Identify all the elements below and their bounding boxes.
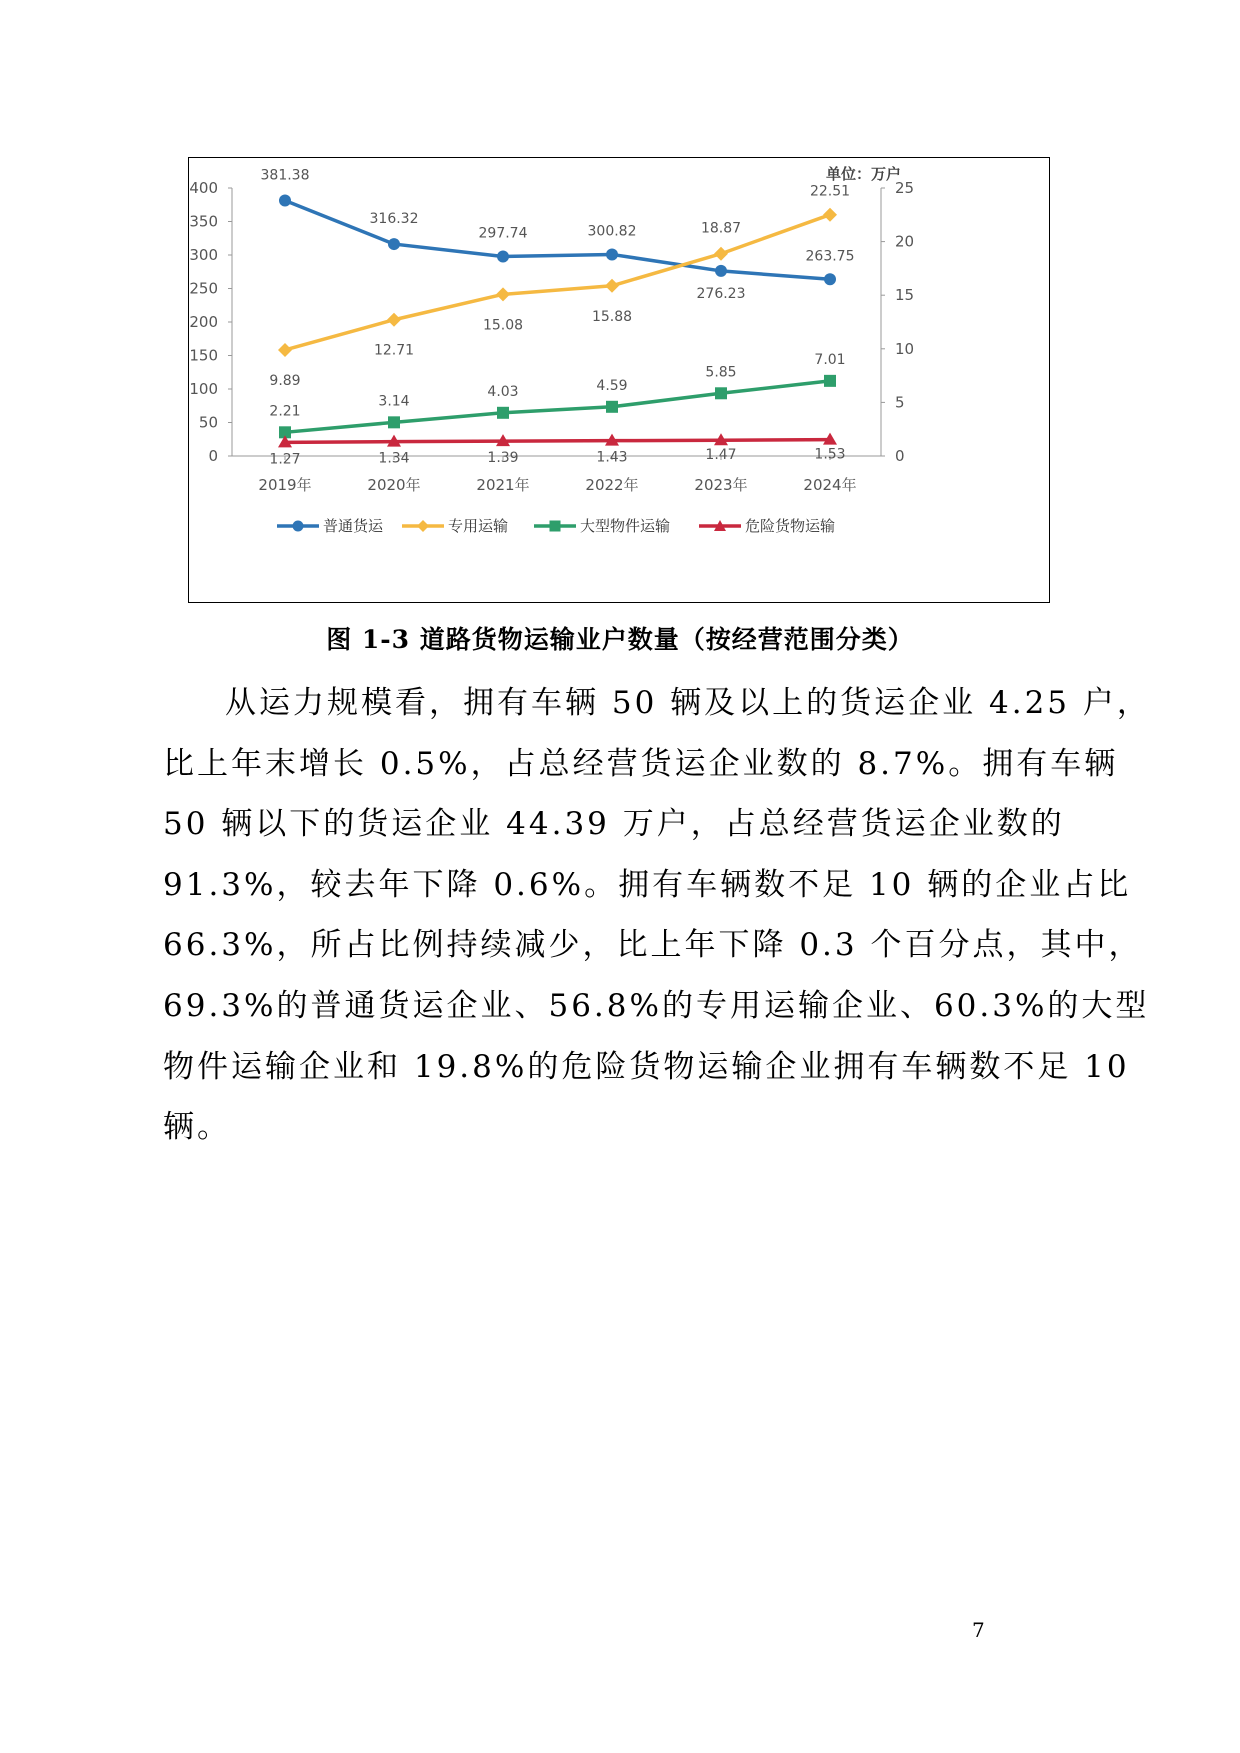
body-line: 辆。 xyxy=(163,1109,231,1145)
data-label: 1.34 xyxy=(378,450,410,467)
data-label: 4.59 xyxy=(596,377,628,394)
data-label: 1.47 xyxy=(705,447,737,464)
data-point-diamond xyxy=(605,279,619,293)
data-label: 316.32 xyxy=(369,211,419,228)
x-tick-label: 2021年 xyxy=(476,476,530,494)
data-point-circle xyxy=(606,248,618,260)
data-point-diamond xyxy=(823,208,837,222)
body-line: 69.3%的普通货运企业、56.8%的专用运输企业、60.3%的大型 xyxy=(163,988,1150,1024)
data-label: 1.53 xyxy=(814,446,846,463)
line-chart xyxy=(189,158,1049,602)
right-tick-label: 20 xyxy=(895,232,915,251)
data-point-square xyxy=(824,375,836,387)
right-tick-label: 25 xyxy=(895,179,915,197)
data-label: 15.88 xyxy=(591,308,633,325)
data-label: 2.21 xyxy=(269,403,301,420)
data-label: 22.51 xyxy=(809,183,851,200)
left-tick-label: 200 xyxy=(189,313,218,331)
data-point-diamond xyxy=(278,343,292,357)
legend-marker-diamond xyxy=(417,520,429,532)
x-tick-label: 2023年 xyxy=(694,476,748,494)
legend-marker-circle xyxy=(293,521,304,532)
data-label: 7.01 xyxy=(814,351,846,368)
data-label: 276.23 xyxy=(696,285,746,302)
x-tick-label: 2020年 xyxy=(367,476,421,494)
body-line: 66.3%，所占比例持续减少，比上年下降 0.3 个百分点，其中， xyxy=(163,927,1143,963)
data-point-circle xyxy=(715,265,727,277)
legend-label: 大型物件运输 xyxy=(580,517,671,535)
left-tick-label: 0 xyxy=(208,447,218,465)
data-label: 300.82 xyxy=(587,223,637,240)
series-line-3 xyxy=(285,381,830,432)
series-line-4 xyxy=(285,440,830,443)
data-point-circle xyxy=(824,273,836,285)
data-label: 12.71 xyxy=(373,342,415,359)
right-tick-label: 0 xyxy=(895,447,905,465)
data-label: 263.75 xyxy=(805,248,855,265)
left-tick-label: 350 xyxy=(189,212,218,231)
data-label: 1.27 xyxy=(269,451,301,468)
x-tick-label: 2022年 xyxy=(585,476,639,494)
right-tick-label: 5 xyxy=(895,393,905,412)
data-point-square xyxy=(606,401,618,413)
left-tick-label: 150 xyxy=(189,346,218,365)
left-tick-label: 300 xyxy=(189,246,218,264)
unit-label: 单位：万户 xyxy=(825,165,901,183)
data-label: 3.14 xyxy=(378,393,410,410)
body-line: 从运力规模看，拥有车辆 50 辆及以上的货运企业 4.25 户， xyxy=(225,685,1151,721)
data-point-diamond xyxy=(714,247,728,261)
data-label: 381.38 xyxy=(260,167,310,184)
data-label: 15.08 xyxy=(482,317,524,334)
data-point-circle xyxy=(388,238,400,250)
body-line: 物件运输企业和 19.8%的危险货物运输企业拥有车辆数不足 10 xyxy=(163,1049,1130,1085)
legend-label: 专用运输 xyxy=(448,517,509,535)
figure-caption: 图 1-3 道路货物运输业户数量（按经营范围分类） xyxy=(326,625,914,654)
data-label: 297.74 xyxy=(478,225,528,242)
data-point-circle xyxy=(497,251,509,263)
data-point-square xyxy=(388,416,400,428)
right-tick-label: 10 xyxy=(895,339,915,358)
legend-marker-square xyxy=(550,521,561,532)
right-tick-label: 15 xyxy=(895,286,915,305)
data-point-square xyxy=(715,387,727,399)
data-label: 9.89 xyxy=(269,372,301,389)
legend-label: 普通货运 xyxy=(323,517,384,535)
data-label: 4.03 xyxy=(487,383,519,400)
legend-label: 危险货物运输 xyxy=(745,517,836,535)
data-point-circle xyxy=(279,194,291,206)
body-line: 91.3%，较去年下降 0.6%。拥有车辆数不足 10 辆的企业占比 xyxy=(163,867,1132,903)
data-label: 1.43 xyxy=(596,449,628,466)
data-label: 5.85 xyxy=(705,364,737,381)
body-line: 50 辆以下的货运企业 44.39 万户，占总经营货运企业数的 xyxy=(163,806,1065,842)
data-point-diamond xyxy=(496,287,510,301)
x-tick-label: 2019年 xyxy=(258,476,312,494)
page-number: 7 xyxy=(972,1618,985,1642)
left-tick-label: 50 xyxy=(198,413,218,432)
series-line-1 xyxy=(285,200,830,279)
body-line: 比上年末增长 0.5%，占总经营货运企业数的 8.7%。拥有车辆 xyxy=(163,746,1119,782)
left-tick-label: 250 xyxy=(189,279,218,298)
data-point-square xyxy=(497,407,509,419)
x-tick-label: 2024年 xyxy=(803,476,857,494)
left-tick-label: 100 xyxy=(189,380,218,398)
data-label: 1.39 xyxy=(487,450,519,467)
data-label: 18.87 xyxy=(700,220,742,237)
chart-figure xyxy=(188,157,1050,603)
data-point-diamond xyxy=(387,313,401,327)
left-tick-label: 400 xyxy=(189,179,218,197)
